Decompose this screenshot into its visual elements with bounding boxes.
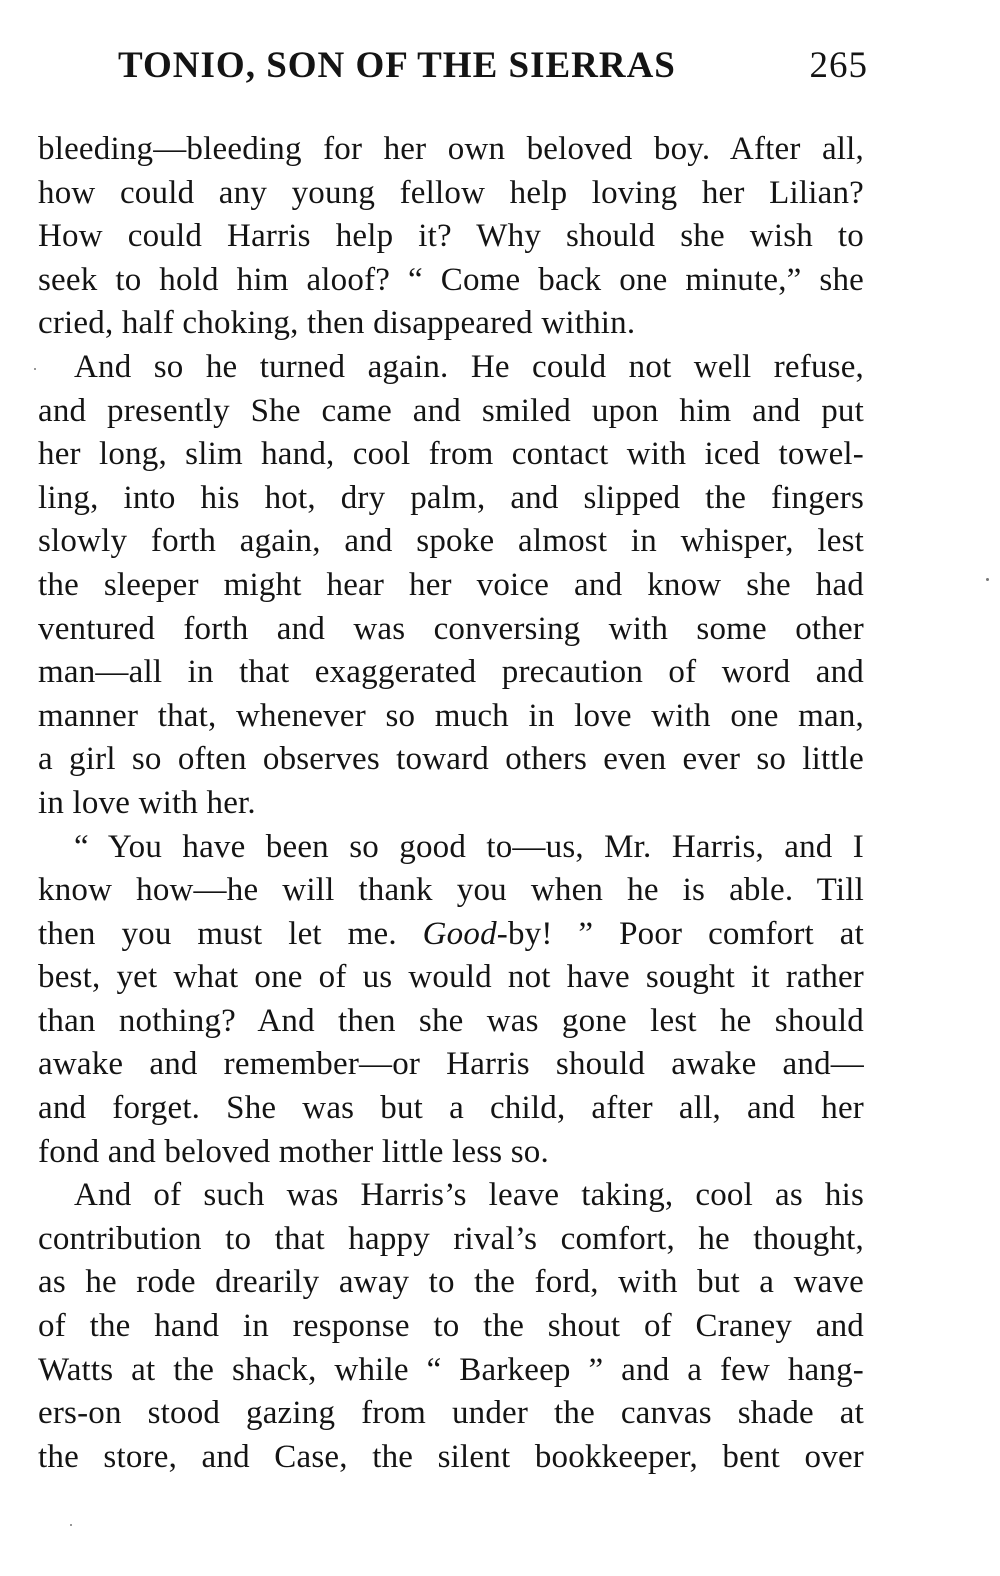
- text-line: Watts at the shack, while “ Barkeep ” and a few hang-: [38, 1351, 864, 1388]
- text-line: and presently She came and smiled upon him and put: [38, 392, 864, 429]
- text-line: her long, slim hand, cool from contact with iced towel-: [38, 436, 864, 473]
- text-line: how could any young fellow help loving her Lilian?: [38, 174, 864, 211]
- scan-speck: [70, 1524, 72, 1526]
- text-line: ling, into his hot, dry palm, and slipped the fingers: [38, 479, 864, 516]
- page-number: 265: [809, 45, 868, 86]
- text-line-with-italic: [38, 913, 864, 957]
- text-line: the sleeper might hear her voice and know she had: [38, 566, 864, 603]
- running-head-title: TONIO, SON OF THE SIERRAS: [118, 45, 676, 86]
- text-line: the store, and Case, the silent bookkeeper, bent over: [38, 1438, 864, 1475]
- text-line: And of such was Harris’s leave taking, cool as his: [74, 1177, 864, 1214]
- line-segment: -by! ” Poor comfort at: [496, 915, 864, 952]
- italic-word: Good: [422, 915, 497, 952]
- body-text: [38, 128, 864, 1479]
- text-line: as he rode drearily away to the ford, with but a wave: [38, 1264, 864, 1301]
- text-line: know how—he will thank you when he is able. Till: [38, 872, 864, 909]
- text-line: and forget. She was but a child, after all, and her: [38, 1090, 864, 1127]
- text-line: slowly forth again, and spoke almost in whisper, lest: [38, 523, 864, 560]
- scan-speck: [34, 368, 36, 370]
- text-line: best, yet what one of us would not have sought it rather: [38, 959, 864, 996]
- text-line: bleeding—bleeding for her own beloved boy. After all,: [38, 131, 864, 167]
- running-head: [118, 44, 868, 94]
- text-line: seek to hold him aloof? “ Come back one minute,” she: [38, 261, 864, 298]
- line-segment: then you must let me.: [38, 915, 423, 952]
- text-line: awake and remember—or Harris should awake and—: [38, 1046, 864, 1083]
- text-line: a girl so often observes toward others even ever so little: [38, 741, 864, 778]
- text-line: man—all in that exaggerated precaution of word and: [38, 654, 864, 691]
- text-line: ventured forth and was conversing with some other: [38, 610, 864, 647]
- text-line: “ You have been so good to—us, Mr. Harris, and I: [74, 828, 864, 865]
- text-line: manner that, whenever so much in love with one man,: [38, 697, 864, 734]
- text-line: of the hand in response to the shout of Craney and: [38, 1308, 864, 1345]
- text-line: How could Harris help it? Why should she wish to: [38, 218, 864, 255]
- text-line: ers-on stood gazing from under the canvas shade at: [38, 1395, 864, 1432]
- text-line: fond and beloved mother little less so.: [38, 1133, 549, 1170]
- text-line: cried, half choking, then disappeared within.: [38, 305, 636, 342]
- text-line: in love with her.: [38, 784, 256, 821]
- text-line: contribution to that happy rival’s comfort, he thought,: [38, 1220, 864, 1257]
- scan-speck: [986, 578, 989, 581]
- text-line: And so he turned again. He could not well refuse,: [74, 348, 864, 385]
- text-line: than nothing? And then she was gone lest he should: [38, 1002, 864, 1039]
